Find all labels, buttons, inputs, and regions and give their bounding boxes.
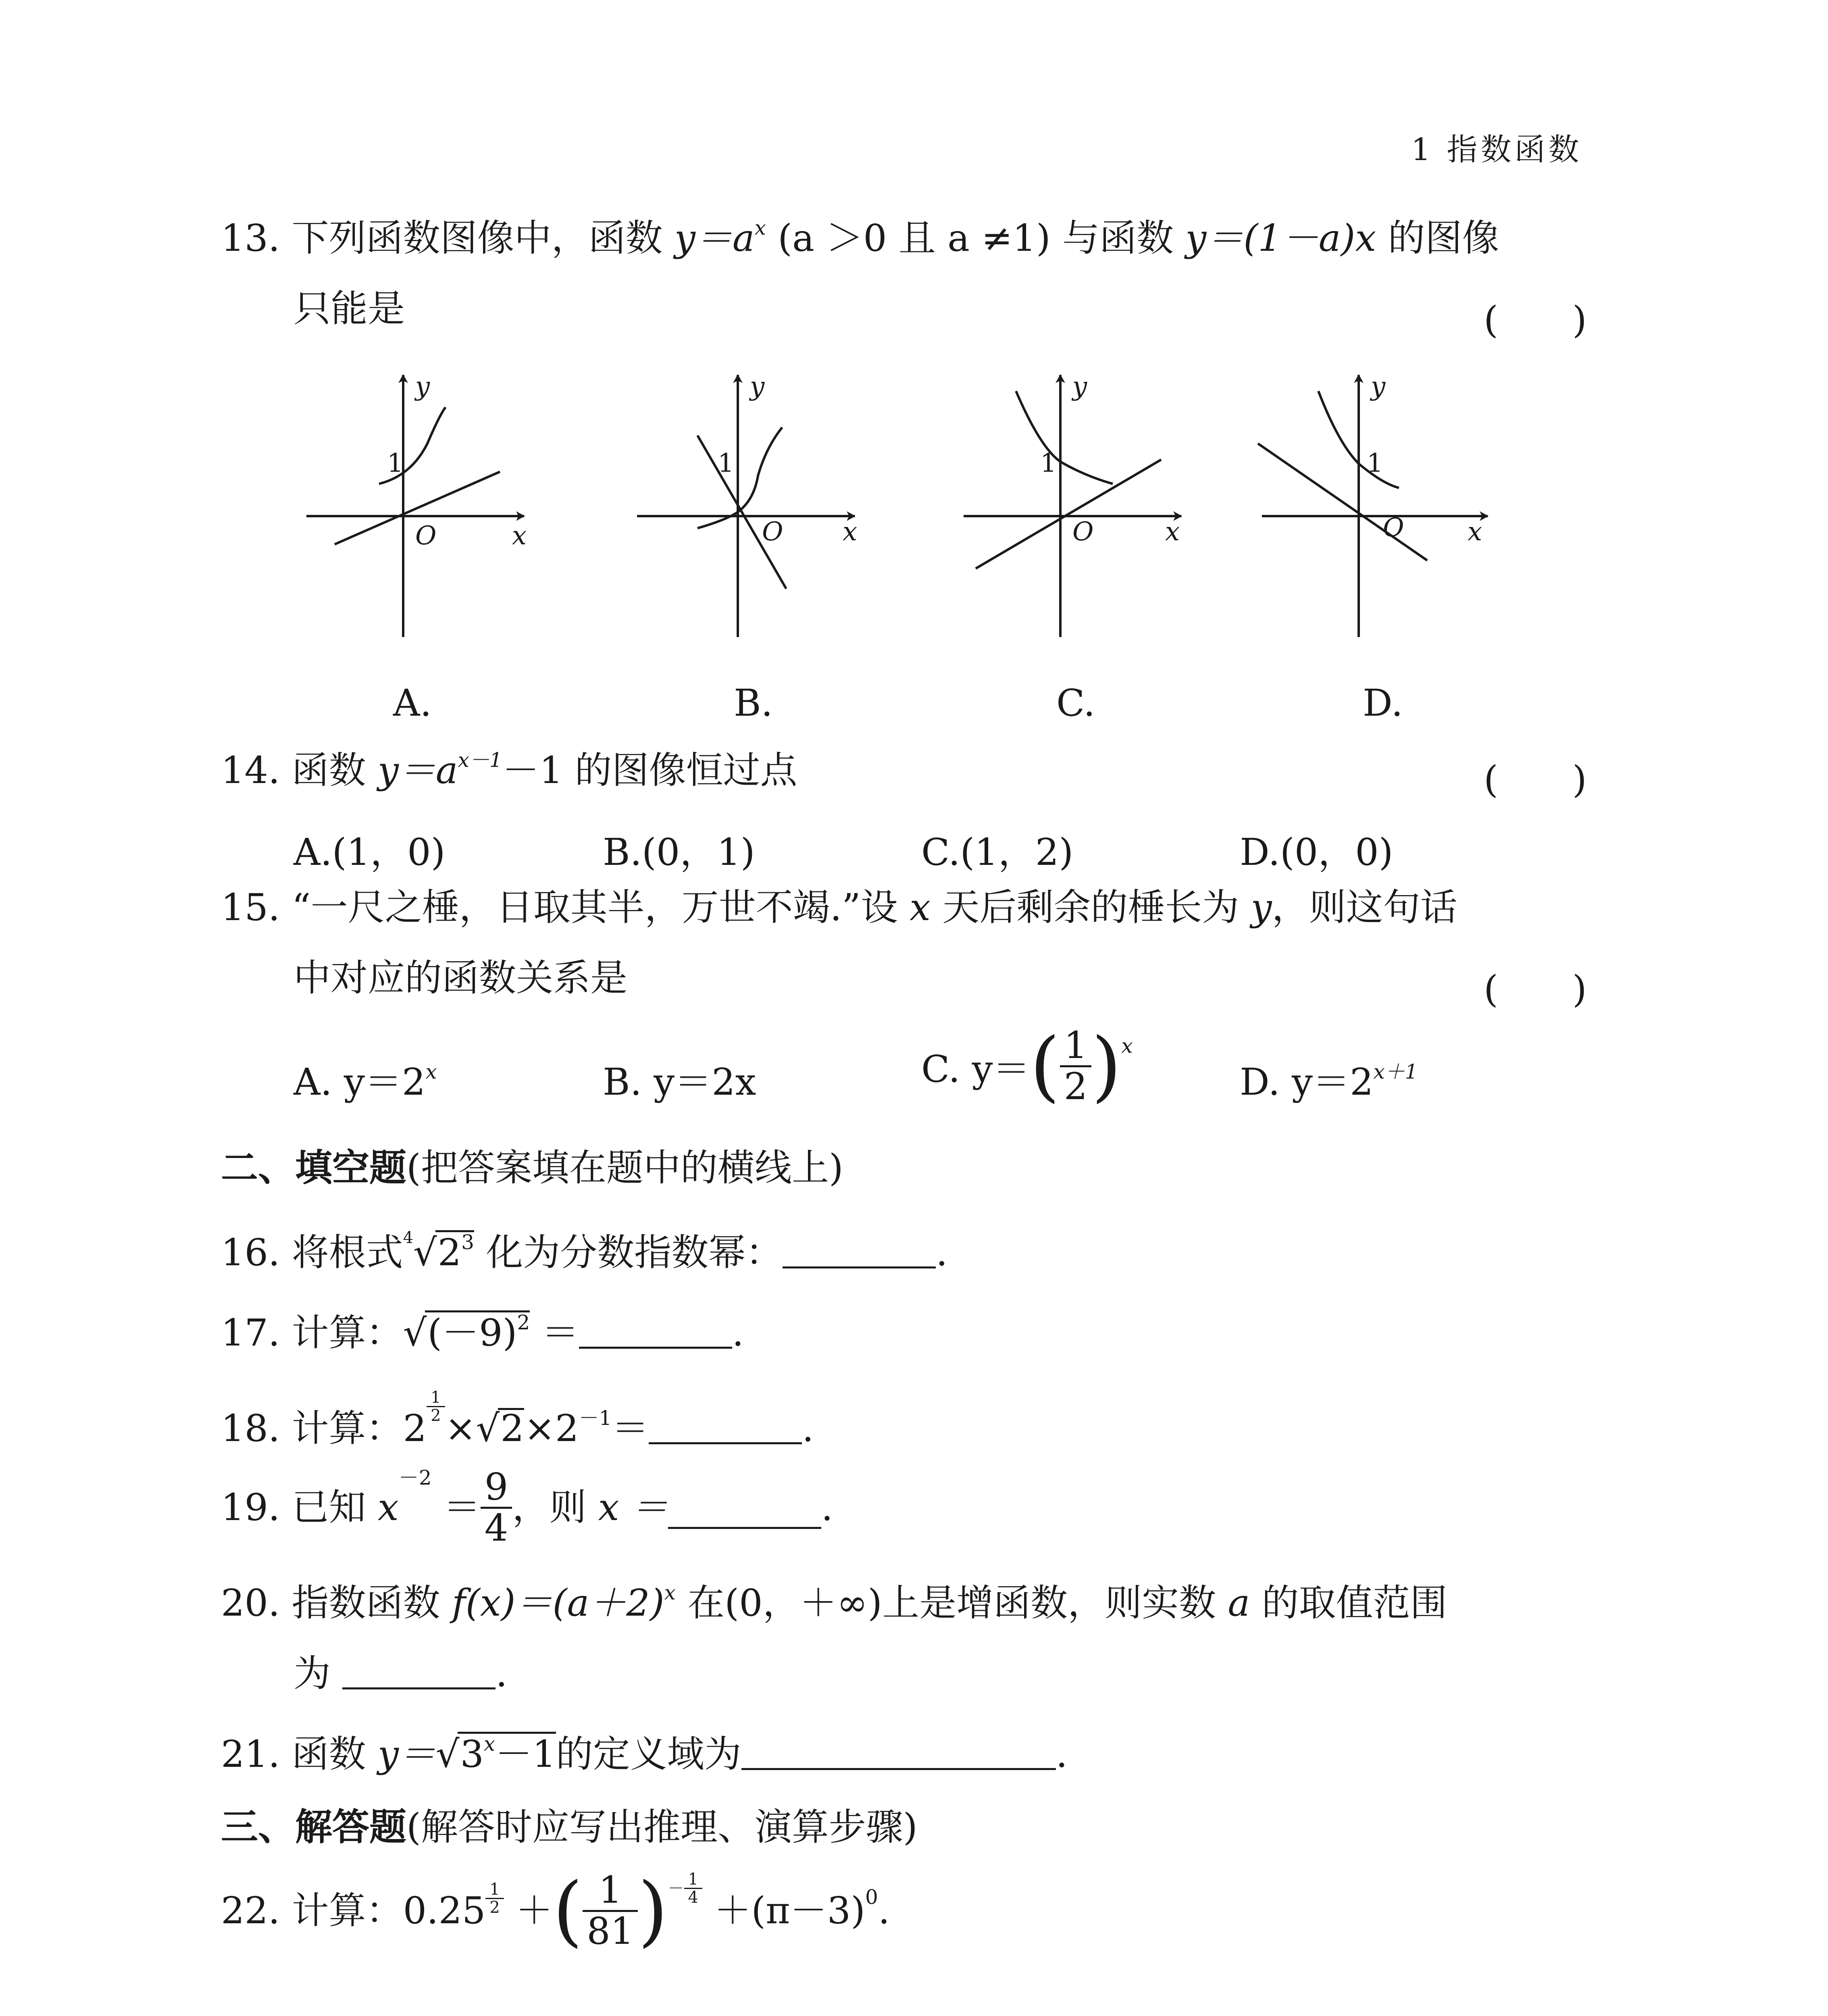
graph-d <box>1258 375 1488 637</box>
graph-b-y-label: y <box>750 372 765 402</box>
q15-text-line2: 中对应的函数关系是 <box>294 956 628 1000</box>
q15-var-y: y <box>1251 886 1272 929</box>
graph-b-one: 1 <box>718 448 734 478</box>
q13-graphs <box>282 355 1572 702</box>
graph-b-x-label: x <box>843 517 858 547</box>
q13-text-c: 的图像 <box>1388 217 1499 260</box>
section2-heading <box>221 1146 843 1189</box>
q16-answer-blank[interactable] <box>783 1238 936 1268</box>
q19-answer-blank[interactable] <box>668 1499 821 1529</box>
graph-a <box>306 375 524 637</box>
q14-option-c: C.(1，2) <box>921 831 1074 874</box>
graph-b-option: B. <box>734 681 773 725</box>
graph-c-one: 1 <box>1040 448 1057 478</box>
graph-a-option: A. <box>393 681 432 725</box>
section3-note: (解答时应写出推理、演算步骤) <box>406 1806 918 1849</box>
q15-text-a: “一尺之棰，日取其半，万世不竭.”设 <box>291 886 898 929</box>
q15-option-a: A. $y=2^x$ <box>294 1060 437 1104</box>
q15-text-b: 天后剩余的棰长为 <box>942 886 1239 929</box>
q17-line: 17. 计算：$√(-9)^2$ ＝ . <box>221 1311 744 1354</box>
graph-a-one: 1 <box>387 448 404 478</box>
q18-answer-blank[interactable] <box>649 1414 802 1444</box>
q19-line: 19. 已知 x －2 ＝ $\frac{9}{4}$ ，则 x ＝ . <box>221 1465 833 1549</box>
chapter-header: 1 指数函数 <box>1411 131 1582 167</box>
graph-d-option: D. <box>1363 681 1403 725</box>
q13-answer-paren: ( ) <box>1484 298 1587 342</box>
q16-root-index: 4 <box>403 1229 414 1247</box>
q13-cond: (a ＞0 且 a ≠1) <box>778 217 1051 260</box>
q20-line1: 20. 指数函数 $f(x)=(a+2)^x$ 在(0，＋∞)上是增函数，则实数 a 的取值范围 <box>221 1581 1447 1624</box>
q14-func-sup: x－1 <box>458 748 502 772</box>
q20-line2: 为 . <box>294 1652 508 1695</box>
graph-c-option: C. <box>1056 681 1095 725</box>
graph-c-origin: O <box>1072 517 1094 547</box>
q14-text-a: 函数 <box>291 749 366 792</box>
q15-option-c: C. y＝ ( $\frac{1}{2}$ ) $^x$ <box>921 1021 1133 1111</box>
q18-line: 18. 计算：2 $\frac{1}{2}$ $\times√2\times 2^{-1}=$ . <box>221 1388 814 1450</box>
q15-number: 15. <box>221 886 280 929</box>
graph-d-one: 1 <box>1367 448 1383 478</box>
q13-func1: y＝a <box>674 217 755 260</box>
q14-func: y＝a <box>377 749 458 792</box>
q22-line: 22. 计算： 0.25 $\frac{1}{2}$ ＋ ( $\frac{1}{81}$ ) － $\frac{1}{4}$ ＋(π－3) $^0$ . <box>221 1866 890 1956</box>
section2-note: (把答案填在题中的横线上) <box>406 1146 843 1189</box>
q15-answer-paren: ( ) <box>1484 968 1587 1011</box>
graph-a-origin: O <box>415 521 437 551</box>
graph-d-y-label: y <box>1371 372 1386 402</box>
q21-answer-blank[interactable] <box>741 1740 1056 1770</box>
q21-line: 21. 函数 $y=√3^x-1$的定义域为 . <box>221 1732 1068 1776</box>
graph-c-x-label: x <box>1165 517 1180 547</box>
q13-line1 <box>221 216 1499 260</box>
q14-func-tail: －1 <box>502 749 563 792</box>
q15-text-c: ，则这句话 <box>1272 886 1457 929</box>
q14-option-a: A.(1，0) <box>294 831 446 874</box>
graph-b <box>637 375 858 637</box>
q13-text-b: 与函数 <box>1062 217 1174 260</box>
q16-line: 16. 将根式$^4√2^3$ 化为分数指数幂： . <box>221 1229 948 1274</box>
graph-a-x-label: x <box>512 521 527 551</box>
graph-d-x-label: x <box>1468 517 1482 547</box>
graph-b-origin: O <box>762 517 783 547</box>
q14-option-d: D.(0，0) <box>1240 831 1393 874</box>
q15-var-x: x <box>910 886 931 929</box>
q13-text-line2: 只能是 <box>294 287 405 330</box>
q17-answer-blank[interactable] <box>579 1318 732 1349</box>
q15-option-d: D. $y=2^{x+1}$ <box>1240 1060 1418 1104</box>
q15-option-b: B. y＝2x <box>603 1060 756 1104</box>
graph-a-y-label: y <box>415 372 430 402</box>
graph-c <box>964 375 1181 637</box>
section2-title: 二、填空题 <box>221 1146 407 1189</box>
q14-text-b: 的图像恒过点 <box>575 749 797 792</box>
q13-text-a: 下列函数图像中，函数 <box>291 217 663 260</box>
q13-number: 13. <box>221 217 280 260</box>
q13-func1-sup: x <box>754 216 766 240</box>
section3-title: 三、解答题 <box>221 1805 407 1849</box>
q15-line1 <box>221 886 1457 929</box>
q14-answer-paren: ( ) <box>1484 758 1587 801</box>
q14-line <box>221 748 797 792</box>
graph-d-origin: O <box>1383 513 1404 543</box>
section3-heading <box>221 1805 918 1849</box>
q14-number: 14. <box>221 749 280 792</box>
q20-answer-blank[interactable] <box>342 1659 496 1689</box>
q14-option-b: B.(0，1) <box>603 831 755 874</box>
q13-func2: y＝(1－a)x <box>1185 217 1376 260</box>
graph-c-y-label: y <box>1072 372 1087 402</box>
